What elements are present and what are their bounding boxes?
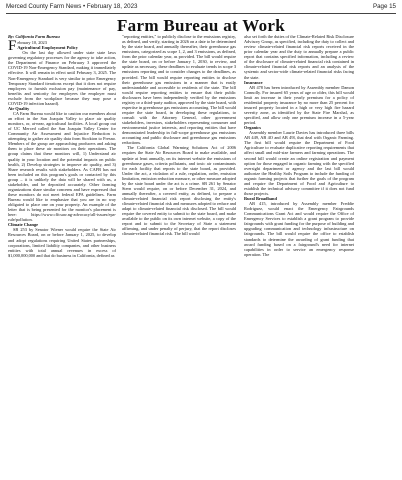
paragraph: "reporting entities," to publicly disclose to the emissions registry, as defined, and verify, starting in 2026 on a date to be determined by the state board, and annually thereafter, their greenhouse gas emissions, categorized as scope 1, 2, and 3 emissions, as defined, from the prior calendar year, as provided. The bill would require the state board, on or before January 1, 2030, to review, and update as necessary, these deadlines to evaluate trends in scope 3 emissions reporting and to consider changes to the deadlines, as provided. The bill would require reporting entities to disclose their greenhouse gas emissions in a manner that is easily understandable and accessible to residents of the state. The bill would require reporting entities to ensure that their public disclosures have been independently verified by the emissions registry or a third-party auditor, approved by the state board, with expertise in greenhouse gas emissions accounting. The bill would require the state board, in developing these regulations, to consult with the Attorney General, other government stakeholders, investors, stakeholders representing consumer and environmental justice interests, and reporting entities that have demonstrated leadership in full-scope greenhouse gas emissions accounting and public disclosure and greenhouse gas emissions reductions. bbox=[122, 34, 236, 146]
paragraph: On the last day allowed under state state laws governing regulatory processes for the agency to take action, the Department of Finance on February 3 approved the COVID-19 Non-Emergency Standard, making it immediately effective. It will remain in effect until February 3, 2025. The Non-Emergency Standard is very similar to prior Emergency Temporary Standard iterations except that it does not require employers to furnish exclusion pay (maintenance of pay, benefits and seniority for employees the employer must exclude from the workplace because they may pose a COVID-19 infection hazard). bbox=[8, 50, 116, 106]
column-3 bbox=[244, 34, 354, 257]
paragraph: also set forth the duties of the Climate-Related Risk Disclosure Advisory Group, as specified, including the duty to collect and review climate-related financial risk reports received in the prior calendar year and the duty to annually prepare a public report that contains specified information, including a review of the disclosure of climate-related financial risk contained in climate-related financial risk reports and an analysis of the systemic and sector-wide climate-related financial risks facing the state. bbox=[244, 34, 354, 80]
drop-cap: F bbox=[8, 38, 17, 55]
paragraph: Assembly member Laurie Davies has introduced three bills AB 449, AB 4O and AB 49l, that deal with Organic Farming. The first bill would require the Department of Food Agriculture to evaluate duplicative reporting requirements that affect small and mid-size farmers and farming operations. The second bill would create an online registration and payment option for those engaged in organic farming with the specified oversight department or agency and the last bill would authorize the Healthy Soils Program to include the funding of organic farming projects that further the goals of the program and require the Department of Food and Agriculture to establish the technical advisory committee if it does not fund those projects. bbox=[244, 130, 354, 196]
page-number: Page 15 bbox=[372, 3, 396, 10]
section-heading: Air Quality bbox=[8, 105, 30, 111]
paragraph: AB 478 has been introduced by Assembly member Damon Connolly. For insured 65 years of age or older, this bill would limit an increase in their yearly premium for a policy of residential property insurance by no more than 25 percent for insured property located in a high or very high fire hazard severity zone, as identified by the State Fire Marshal, as specified, and allow only one premium increase in a 5-year period. bbox=[244, 84, 354, 126]
paragraph: SB 253 by Senator Wiener would require the State Air Resources Board, on or before January 1, 2025, to develop and adopt regulations requiring United States partnerships, corporations, limited liability companies, and other business entities with total annual revenues in excess of $1,000,000,000 and that do business in California, defined as bbox=[8, 227, 116, 258]
article-title: Farm Bureau at Work bbox=[117, 16, 285, 35]
paragraph: CA Farm Bureau would like to caution our members about an effort in the San Joaquin Valley to place air quality monitors, or, at-near, agricultural facilities. A local group out of UC Merced called the San Joaquin Valley Center for Community Air Assessment and Injustice Reduction is attempting to gather air quality data from Stockton to Fresno. Members of the group are approaching producers and asking them to place these air monitors on their operations. The group claims that these monitors will, 1) Understand air quality in your location and the potential impacts on public health, 2) Develop strategies to improve air quality, and 3) Share research results with stakeholders. As CAFB has not been included on this program's goals or contacted by this group – it is unlikely the data will be shared with us, a stakeholder, and be deposited accurately. Other farming organizations share similar concerns and have expressed that these monitors do not meet federal EPA guidelines. Farm Bureau would like to emphasize that you are in no way obligated to place one on your property. An example of the letter that is being presented for the monitor's placement is here: https://www.cffcsaw.ng-advocacy/all-issues/epa-rule/pollution. bbox=[8, 110, 116, 223]
publication-dateline: Merced County Farm News • February 18, 2023 bbox=[6, 3, 138, 10]
page-header bbox=[6, 3, 396, 13]
column-2 bbox=[122, 34, 236, 237]
section-heading: Rural Broadband bbox=[244, 196, 277, 201]
paragraph: AB 415, introduced by Assembly member Freddie Rodriguez, would enact the Emergency Fairgrounds Communications Grant Act and would require the Office of Emergency Services to establish a grant program to provide fairgrounds with grant funding for the purpose of building and upgrading communication and technology infrastructure on fairgrounds. The bill would require the office to establish standards to determine the awarding of grant funding that award funding based on a fairground's need for internet capabilities in order to service an emergency response operation. The bbox=[244, 201, 354, 257]
section-heading: Agricultural Employment Policy bbox=[17, 45, 78, 51]
section-heading: Climate Change bbox=[8, 222, 39, 228]
byline: By: California Farm Bureau bbox=[8, 34, 60, 39]
paragraph: The California Global Warming Solutions Act of 2006 requires the State Air Resources Board to make available, and update at least annually, on its internet website the emissions of greenhouse gases, criteria pollutants, and toxic air contaminants for each facility that reports to the state board, as provided. Under the act, a violation of a rule, regulation, order, emission limitation, emission reduction measure, or other measure adopted by the state board under the act is a crime. SB 261 by Senator Stern would require, on or before December 31, 2024, and annually thereafter, a covered entity, as defined, to prepare a climate-related financial risk report disclosing the entity's climate-related financial risk and measures adopted to reduce and adapt to climate-related financial risk disclosed. The bill would require the covered entity to submit to the state board, and make available to the public on its own internet website, a copy of the report and to submit to the Secretary of State a statement affirming, and under penalty of perjury, that the report discloses climate-related financial risk. The bill would bbox=[122, 145, 236, 237]
dateline: ebruary 10, 2023 bbox=[17, 40, 47, 46]
header-rule bbox=[6, 13, 396, 14]
column-1 bbox=[8, 34, 116, 258]
section-heading: Insurance bbox=[244, 79, 263, 85]
section-heading: Organics bbox=[244, 125, 261, 131]
